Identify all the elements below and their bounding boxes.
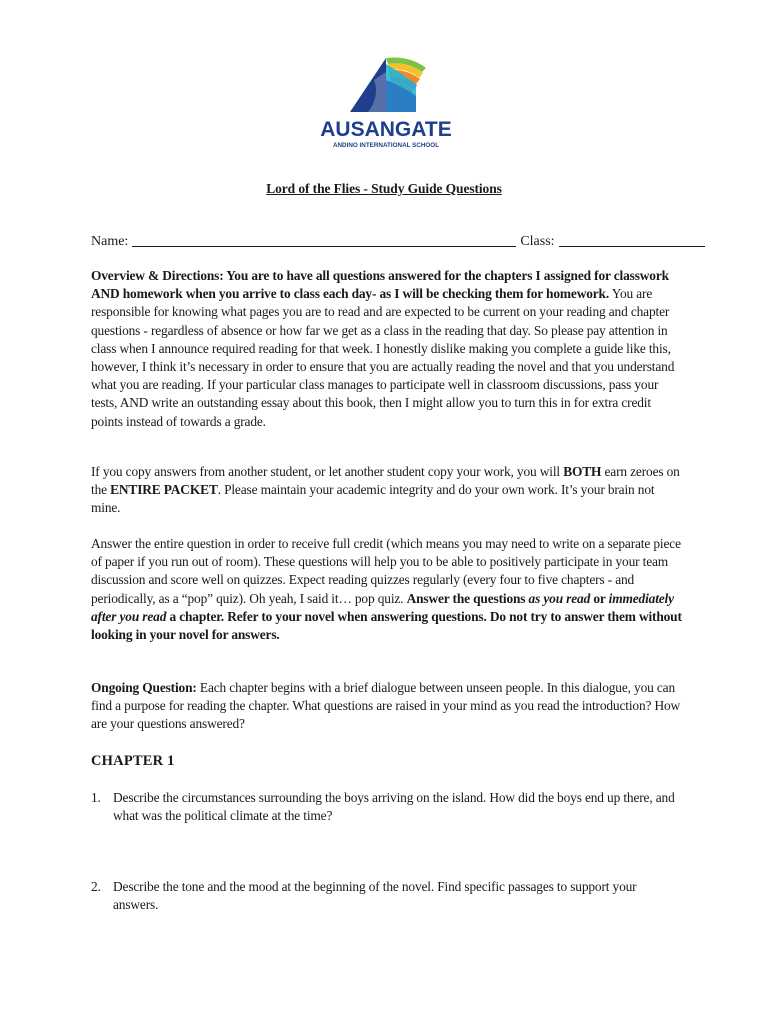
question-text: Describe the tone and the mood at the beginning of the novel. Find specific passages to support your answers. xyxy=(113,879,637,913)
chapter-heading: CHAPTER 1 xyxy=(91,753,175,769)
ongoing-question-label: Ongoing Question: xyxy=(91,680,197,695)
overview-paragraph xyxy=(91,267,683,431)
question-text: Describe the circumstances surrounding the boys arriving on the island. How did the boys end up there, and what was the political climate at the time? xyxy=(113,790,675,824)
overview-lead: Overview & Directions: You are to have all questions answered for the chapters I assigned for classwork AND homework when you arrive to class each day- as I will be checking them for homework. xyxy=(91,268,669,302)
ausangate-logo-icon xyxy=(316,50,456,154)
class-label: Class: xyxy=(520,234,555,249)
ongoing-question-paragraph xyxy=(91,679,683,734)
ongoing-question-text: Each chapter begins with a brief dialogue between unseen people. In this dialogue, you can find a purpose for reading the chapter. What questions are raised in your mind as you read the introduction? How are your questions answered? xyxy=(91,680,681,732)
question-item xyxy=(91,878,683,914)
logo-subtitle: ANDINO INTERNATIONAL SCHOOL xyxy=(332,142,440,149)
question-item xyxy=(91,789,683,825)
answer-instructions-bold1: Answer the questions xyxy=(406,590,529,606)
question-number: 1. xyxy=(91,790,101,805)
name-label: Name: xyxy=(91,234,129,249)
answer-instructions-paragraph xyxy=(91,535,683,644)
class-blank[interactable] xyxy=(559,232,705,247)
name-class-line xyxy=(91,232,691,250)
answer-instructions-italic1: as you read xyxy=(528,590,591,606)
answer-instructions-bold2: or xyxy=(590,590,609,606)
logo-name: AUSANGATE xyxy=(320,118,452,141)
question-number: 2. xyxy=(91,879,101,894)
copy-warning-packet: ENTIRE PACKET xyxy=(110,482,218,498)
name-blank[interactable] xyxy=(132,232,516,247)
copy-warning-paragraph xyxy=(91,463,683,518)
answer-instructions-bold3: a chapter. Refer to your novel when answering questions. Do not try to answer them without looking in your novel for answers. xyxy=(91,608,682,643)
school-logo xyxy=(316,50,456,154)
copy-warning-part2: earn zeroes on the xyxy=(91,464,680,498)
answer-instructions-italic2: immediately after you read xyxy=(91,590,674,624)
copy-warning-part3: . Please maintain your academic integrity and do your own work. It’s your brain not mine. xyxy=(91,482,655,516)
answer-instructions-plain: Answer the entire question in order to receive full credit (which means you may need to write on a separate piece of paper if you run out of room). These questions will help you to be able to positively participate in your team discussion and score well on quizzes. Expect reading quizzes regularly (every four to five chapters - and periodically, as a “pop” quiz). Oh yeah, I said it… pop quiz. xyxy=(91,536,681,606)
copy-warning-part1: If you copy answers from another student, or let another student copy your work, you will xyxy=(91,464,564,479)
document-title: Lord of the Flies - Study Guide Questions xyxy=(266,181,502,196)
overview-rest: You are responsible for knowing what pages you are to read and are expected to be current on your reading and chapter questions - regardless of absence or how far we get as a class in the reading that day. So please pay attention in class when I announce required reading for that week. I honestly dislike making you complete a guide like this, however, I think it’s necessary in order to ensure that you are actually reading the novel and that you understand what you are reading. If your particular class manages to participate well in classroom discussions, pass your tests, AND write an outstanding essay about this book, then I might allow you to turn this in for extra credit points instead of towards a grade. xyxy=(91,286,675,429)
copy-warning-both: BOTH xyxy=(563,464,602,479)
